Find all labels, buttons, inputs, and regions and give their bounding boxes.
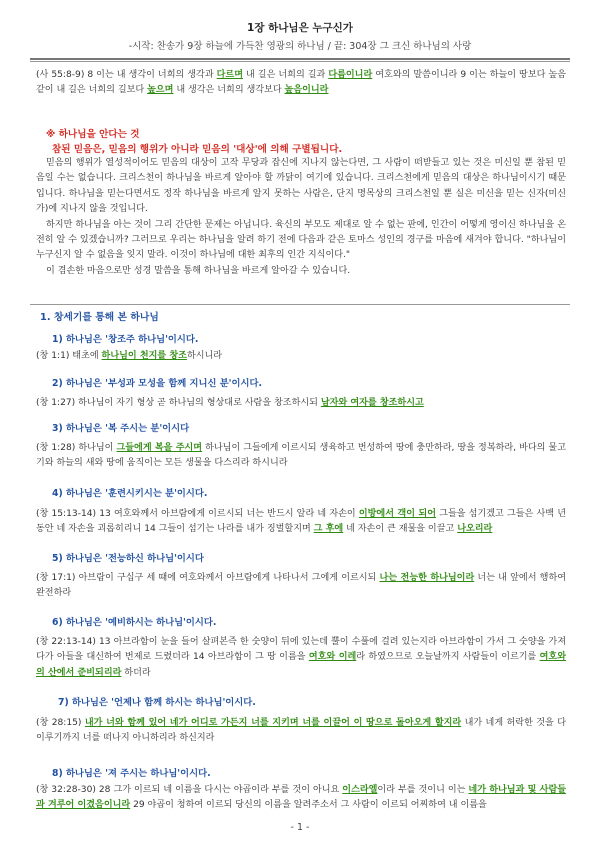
- item-8-heading: 8) 하나님은 '져 주시는 하나님'이시다.: [52, 768, 211, 779]
- verse-highlight: 그 후에: [313, 524, 344, 535]
- item-5-verse: [36, 571, 566, 602]
- verse-text: 하나님이 그들에게 이르시되 생육하고 번성하여 땅에 충만하라, 땅을 정복하라, 바다의 물고기와 하늘의 새와 땅에 움직이는 모든 생물을 다스리라 하시니라: [36, 443, 566, 469]
- verse-text: (창 22:13-14) 13 아브라함이 눈을 들어 살펴본즉 한 숫양이 뒤에 있는데 뿔이 수풀에 걸려 있는지라 아브라함이 가서 그 숫양을 가져다가 아들을 대신하여 번제로 드렸더라 14 아브라함이 그 땅 이름을: [36, 637, 566, 663]
- verse-highlight: 이방에서 객이 되어: [358, 509, 437, 519]
- verse-text: 네 자손이 큰 재물을 이끌고: [343, 524, 458, 535]
- verse-text: 하더라: [121, 667, 151, 678]
- verse-highlight: 나는 전능한 하나님이라: [379, 573, 475, 583]
- verse-text: (창 15:13-14) 13 여호와께서 아브람에게 이르시되 너는 반드시 알라 네 자손이: [36, 509, 359, 519]
- verse-text: 너는 내 앞에서 행하여 완전하라: [36, 573, 567, 599]
- verse-highlight: 나오리라: [457, 524, 493, 535]
- item-4-heading: 4) 하나님은 '훈련시키시는 분'이시다.: [52, 488, 208, 499]
- knowing-paragraph-1: 믿음의 행위가 열성적이어도 믿음의 대상이 고작 무당과 잡신에 지나지 않는다면, 그 사람이 떠받들고 있는 것은 미신일 뿐 참된 믿음일 수는 없습니다. 크리스천이 하나님을 바르게 알아야 할 까닭이 여기에 있습니다. 크리스천에게 믿음의 대상은 하나님이시기 때문입니다. 하나님을 믿는다면서도 정작 하나님을 바르게 알지 못하는 사람은, 단지 명목상의 크리스천일 뿐 실은 미신을 믿는 신자(미신가)에 지나지 않을 것입니다.: [36, 158, 566, 215]
- item-7-verse: [36, 716, 566, 747]
- verse-text: (창 28:15): [36, 718, 85, 728]
- section-divider: [30, 304, 570, 305]
- verse-text: 29 야곱이 청하여 이르되 당신의 이름을 알려주소서 그 사람이 이르되 어찌하여 내 이름을: [130, 800, 487, 811]
- item-6-verse: [36, 635, 566, 681]
- item-4-verse: [36, 507, 566, 538]
- item-2-verse: [36, 396, 566, 411]
- intro-text: (사 55:8-9) 8 이는 내 생각이 너희의 생각과: [36, 70, 217, 80]
- knowing-paragraph-3: 이 겸손한 마음으로만 성경 말씀을 통해 하나님을 바르게 알아갈 수 있습니다.: [46, 265, 351, 276]
- header-rule-bottom: [30, 61, 570, 62]
- header-rule-top: [30, 58, 570, 60]
- intro-highlight: 다르며: [216, 70, 243, 80]
- item-6-heading: 6) 하나님은 '예비하시는 하나님'이시다.: [52, 617, 217, 628]
- knowing-subheading: 참된 믿음은, 믿음의 행위가 아니라 믿음의 '대상'에 의해 구별됩니다.: [52, 144, 343, 155]
- item-7-heading: 7) 하나님은 '언제나 함께 하시는 하나님'이시다.: [58, 697, 256, 708]
- verse-text: (창 32:28-30) 28 그가 이르되 네 이름을 다시는 야곱이라 부를 것이 아니요: [36, 785, 343, 795]
- intro-text: 내 생각은 너희의 생각보다: [173, 85, 285, 96]
- knowing-heading: ※ 하나님을 안다는 것: [46, 129, 140, 140]
- knowing-body: [36, 156, 566, 279]
- verse-highlight: 여호와의 산에서 준비되리라: [36, 652, 566, 678]
- verse-text: (창 1:27) 하나님이 자기 형상 곧 하나님의 형상대로 사람을 창조하시되: [36, 398, 321, 408]
- intro-highlight: 다름이니라: [328, 70, 373, 80]
- page-title: 1장 하나님은 누구신가: [247, 22, 353, 34]
- item-1-verse: [36, 349, 566, 364]
- knowing-paragraph-2: 하지만 하나님을 아는 것이 그리 간단한 문제는 아닙니다. 육신의 부모도 제대로 알 수 없는 판에, 인간이 어떻게 영이신 하나님을 온전히 알 수 있겠습니까? 그러므로 우리는 하나님을 알려 하기 전에 다음과 같은 토마스 성인의 경구를 마음에 새겨야 합니다. "하나님이 누구신지 알 수 없음을 잊지 말라. 이것이 하나님에 대한 최후의 인간 지식이다.": [36, 219, 566, 261]
- verse-highlight: 네가 하나님과 및 사람들과 겨루어 이겼음이니라: [36, 785, 567, 811]
- intro-verse: [36, 68, 566, 99]
- verse-highlight: 하나님이 천지를 창조: [101, 351, 187, 361]
- verse-text: 내가 네게 허락한 것을 다 이루기까지 너를 떠나지 아니하리라 하신지라: [36, 718, 566, 744]
- item-3-heading: 3) 하나님은 '복 주시는 분'이시다: [52, 423, 190, 434]
- item-8-verse: [36, 783, 566, 814]
- verse-highlight: 이스라엘: [342, 785, 378, 795]
- intro-highlight: 높음이니라: [284, 85, 329, 96]
- verse-highlight: 남자와 여자를 창조하시고: [320, 398, 424, 408]
- page-number: - 1 -: [290, 822, 310, 833]
- page-subtitle: -시작: 찬송가 9장 하늘에 가득찬 영광의 하나님 / 끝: 304장 그 크신 하나님의 사랑: [128, 41, 472, 52]
- verse-text: (창 1:28) 하나님이: [36, 443, 117, 453]
- item-5-heading: 5) 하나님은 '전능하신 하나님'이시다: [52, 553, 204, 564]
- item-2-heading: 2) 하나님은 '부성과 모성을 함께 지니신 분'이시다.: [52, 378, 262, 389]
- item-3-verse: [36, 441, 566, 472]
- verse-text: 라 하였으므로 오늘날까지 사람들이 이르기를: [356, 652, 540, 663]
- intro-highlight: 높으며: [147, 85, 174, 96]
- intro-text: 내 길은 너희의 길과: [243, 70, 329, 80]
- verse-highlight: 여호와 이레: [308, 652, 357, 663]
- verse-highlight: 그들에게 복을 주시며: [116, 443, 203, 453]
- item-1-heading: 1) 하나님은 '창조주 하나님'이시다.: [52, 334, 199, 345]
- verse-highlight: 내가 너와 함께 있어 네가 어디로 가든지 너를 지키며 너를 이끌어 이 땅으로 돌아오게 할지라: [84, 718, 462, 728]
- verse-text: (창 17:1) 아브람이 구십구 세 때에 여호와께서 아브람에게 나타나서 그에게 이르시되: [36, 573, 380, 583]
- verse-text: 이라 부를 것이니 이는: [377, 785, 469, 795]
- verse-text: (창 1:1) 태초에: [36, 351, 102, 361]
- section-1-heading: 1. 창세기를 통해 본 하나님: [40, 312, 159, 323]
- intro-text: 여호와의 말씀이니라 9 이는 하늘이 땅보다 높음 같이 내 길은 너희의 길보다: [36, 70, 566, 96]
- verse-text: 하시니라: [186, 351, 223, 361]
- verse-text: 그들을 섬기겠고 그들은 사백 년 동안 네 자손을 괴롭히리니 14 그들이 섬기는 나라를 내가 징벌할지며: [36, 509, 567, 535]
